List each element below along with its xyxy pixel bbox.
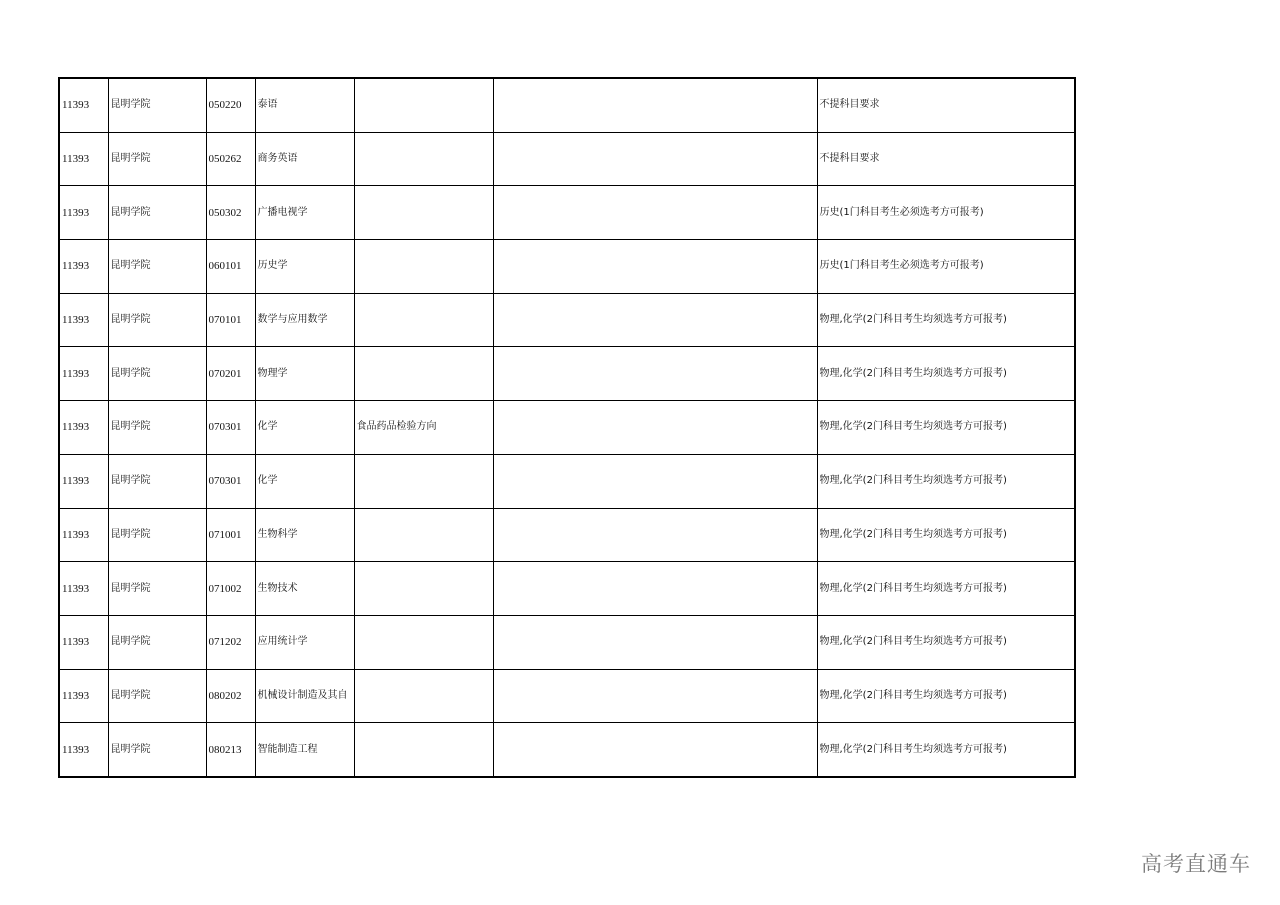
major-direction-cell — [354, 615, 493, 669]
remarks-cell — [493, 508, 817, 562]
school-code-cell: 11393 — [59, 240, 108, 294]
major-code-cell: 060101 — [206, 240, 255, 294]
subject-requirement-cell: 物理,化学(2门科目考生均须选考方可报考) — [817, 562, 1075, 616]
remarks-cell — [493, 454, 817, 508]
major-direction-cell — [354, 240, 493, 294]
major-direction-cell — [354, 669, 493, 723]
major-name-cell: 物理学 — [255, 347, 354, 401]
table-row — [59, 240, 1075, 294]
major-direction-cell — [354, 508, 493, 562]
major-direction-cell — [354, 562, 493, 616]
school-name-cell: 昆明学院 — [108, 347, 206, 401]
remarks-cell — [493, 78, 817, 132]
major-name-cell: 化学 — [255, 454, 354, 508]
school-name-cell: 昆明学院 — [108, 454, 206, 508]
subject-requirement-cell: 物理,化学(2门科目考生均须选考方可报考) — [817, 454, 1075, 508]
major-code-cell: 050302 — [206, 186, 255, 240]
subject-requirement-cell: 物理,化学(2门科目考生均须选考方可报考) — [817, 401, 1075, 455]
table-row — [59, 293, 1075, 347]
major-code-cell: 071002 — [206, 562, 255, 616]
major-name-cell: 商务英语 — [255, 132, 354, 186]
table-body — [59, 78, 1075, 777]
watermark-text: 高考直通车 — [1141, 852, 1251, 876]
major-direction-cell — [354, 723, 493, 777]
major-code-cell: 071001 — [206, 508, 255, 562]
subject-requirement-cell: 物理,化学(2门科目考生均须选考方可报考) — [817, 508, 1075, 562]
school-name-cell: 昆明学院 — [108, 293, 206, 347]
subject-requirement-cell: 物理,化学(2门科目考生均须选考方可报考) — [817, 293, 1075, 347]
table-row — [59, 347, 1075, 401]
subject-requirement-cell: 物理,化学(2门科目考生均须选考方可报考) — [817, 615, 1075, 669]
school-code-cell: 11393 — [59, 508, 108, 562]
major-direction-cell — [354, 293, 493, 347]
school-code-cell: 11393 — [59, 293, 108, 347]
school-name-cell: 昆明学院 — [108, 132, 206, 186]
remarks-cell — [493, 401, 817, 455]
school-name-cell: 昆明学院 — [108, 78, 206, 132]
major-name-cell: 机械设计制造及其自 — [255, 669, 354, 723]
major-name-cell: 化学 — [255, 401, 354, 455]
subject-requirement-cell: 历史(1门科目考生必须选考方可报考) — [817, 186, 1075, 240]
table-row — [59, 615, 1075, 669]
table-row — [59, 454, 1075, 508]
school-code-cell: 11393 — [59, 723, 108, 777]
major-direction-cell — [354, 347, 493, 401]
major-code-cell: 071202 — [206, 615, 255, 669]
remarks-cell — [493, 240, 817, 294]
subject-requirement-cell: 物理,化学(2门科目考生均须选考方可报考) — [817, 347, 1075, 401]
school-name-cell: 昆明学院 — [108, 508, 206, 562]
major-name-cell: 智能制造工程 — [255, 723, 354, 777]
major-name-cell: 应用统计学 — [255, 615, 354, 669]
table-row — [59, 723, 1075, 777]
school-name-cell: 昆明学院 — [108, 562, 206, 616]
remarks-cell — [493, 615, 817, 669]
major-code-cell: 050220 — [206, 78, 255, 132]
major-name-cell: 生物技术 — [255, 562, 354, 616]
remarks-cell — [493, 186, 817, 240]
subject-requirement-cell: 历史(1门科目考生必须选考方可报考) — [817, 240, 1075, 294]
subject-requirement-cell: 不提科目要求 — [817, 132, 1075, 186]
school-code-cell: 11393 — [59, 615, 108, 669]
major-code-cell: 080213 — [206, 723, 255, 777]
admission-table — [58, 77, 1076, 778]
remarks-cell — [493, 293, 817, 347]
school-code-cell: 11393 — [59, 347, 108, 401]
school-code-cell: 11393 — [59, 401, 108, 455]
major-name-cell: 广播电视学 — [255, 186, 354, 240]
major-code-cell: 070201 — [206, 347, 255, 401]
major-name-cell: 历史学 — [255, 240, 354, 294]
school-code-cell: 11393 — [59, 669, 108, 723]
school-code-cell: 11393 — [59, 186, 108, 240]
table-row — [59, 669, 1075, 723]
school-name-cell: 昆明学院 — [108, 723, 206, 777]
major-name-cell: 泰语 — [255, 78, 354, 132]
table-row — [59, 562, 1075, 616]
major-name-cell: 数学与应用数学 — [255, 293, 354, 347]
table-row — [59, 78, 1075, 132]
school-name-cell: 昆明学院 — [108, 240, 206, 294]
major-direction-cell — [354, 78, 493, 132]
major-direction-cell — [354, 132, 493, 186]
subject-requirement-cell: 不提科目要求 — [817, 78, 1075, 132]
major-code-cell: 050262 — [206, 132, 255, 186]
major-code-cell: 070301 — [206, 454, 255, 508]
school-name-cell: 昆明学院 — [108, 669, 206, 723]
table-row — [59, 401, 1075, 455]
table-row — [59, 186, 1075, 240]
remarks-cell — [493, 723, 817, 777]
table-row — [59, 508, 1075, 562]
major-code-cell: 070301 — [206, 401, 255, 455]
school-code-cell: 11393 — [59, 78, 108, 132]
school-code-cell: 11393 — [59, 562, 108, 616]
school-name-cell: 昆明学院 — [108, 401, 206, 455]
subject-requirement-cell: 物理,化学(2门科目考生均须选考方可报考) — [817, 723, 1075, 777]
subject-requirement-cell: 物理,化学(2门科目考生均须选考方可报考) — [817, 669, 1075, 723]
school-name-cell: 昆明学院 — [108, 186, 206, 240]
remarks-cell — [493, 132, 817, 186]
major-direction-cell: 食品药品检验方向 — [354, 401, 493, 455]
major-code-cell: 070101 — [206, 293, 255, 347]
major-direction-cell — [354, 454, 493, 508]
school-code-cell: 11393 — [59, 132, 108, 186]
major-direction-cell — [354, 186, 493, 240]
table-row — [59, 132, 1075, 186]
remarks-cell — [493, 347, 817, 401]
major-name-cell: 生物科学 — [255, 508, 354, 562]
school-code-cell: 11393 — [59, 454, 108, 508]
remarks-cell — [493, 669, 817, 723]
remarks-cell — [493, 562, 817, 616]
school-name-cell: 昆明学院 — [108, 615, 206, 669]
major-code-cell: 080202 — [206, 669, 255, 723]
